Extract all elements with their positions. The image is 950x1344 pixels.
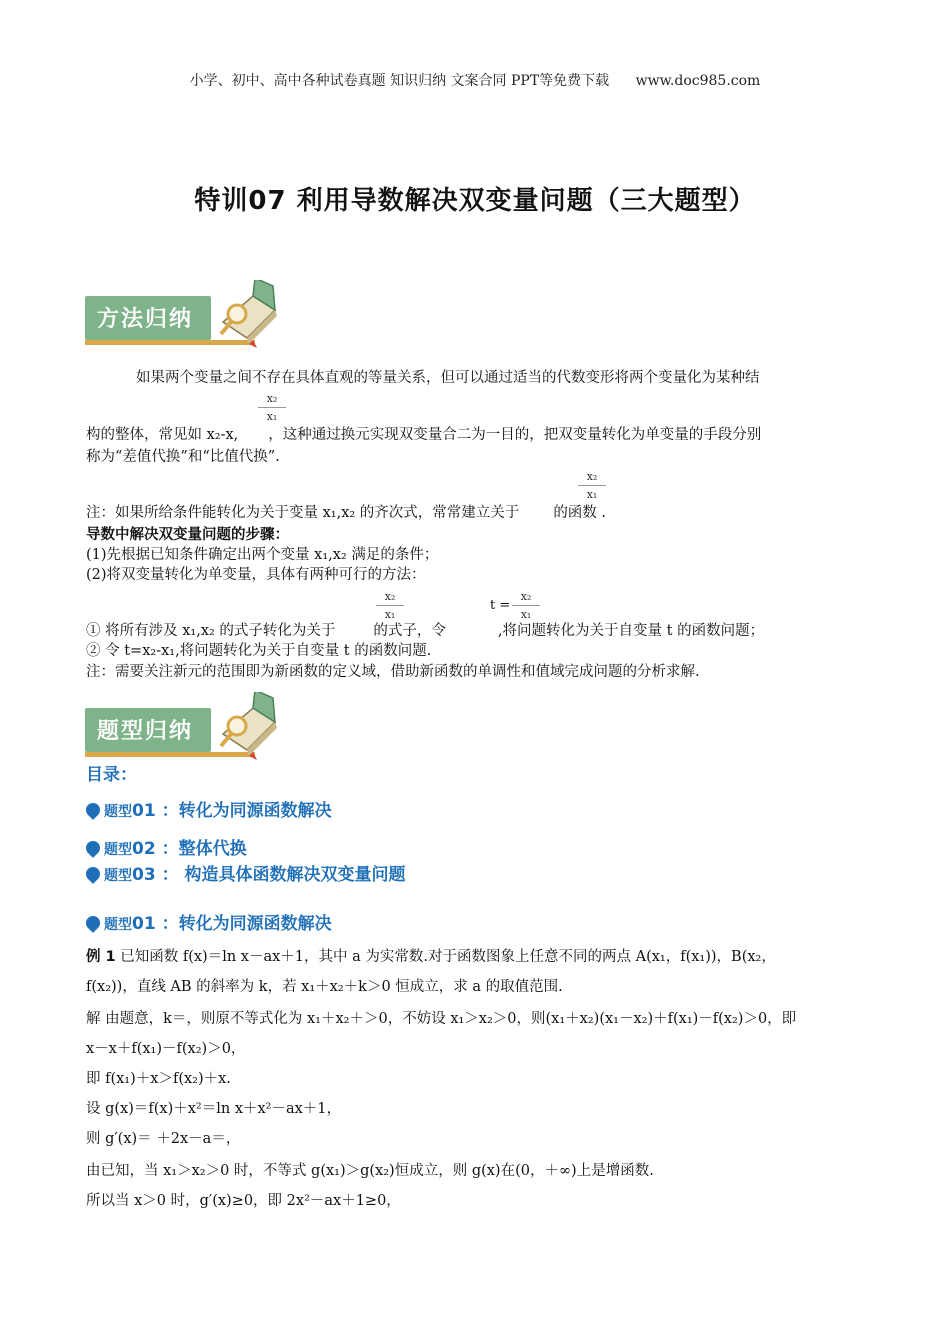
solution-line-3: 即 f(x₁)＋x＞f(x₂)＋x.	[86, 1071, 231, 1087]
method-2: ② 令 t=x₂-x₁,将问题转化为关于自变量 t 的函数问题.	[86, 643, 432, 659]
section-label-types: 题型归纳	[97, 719, 194, 744]
toc-item-03[interactable]: 题型03 ： 构造具体函数解决双变量问题	[86, 860, 406, 885]
method-note-1: 注：如果所给条件能转化为关于变量 x₁,x₂ 的齐次式，常常建立关于 的函数 .	[86, 505, 607, 521]
pin-icon	[83, 800, 103, 820]
page-header	[0, 70, 950, 90]
header-text: 小学、初中、高中各种试卷真题 知识归纳 文案合同 PPT等免费下载	[189, 73, 610, 89]
book-magnifier-icon	[213, 692, 285, 762]
solution-line-1: 解 由题意，k＝，则原不等式化为 x₁＋x₂＋＞0，不妨设 x₁＞x₂＞0，则(x₁＋x₂)(x₁－x₂)＋f(x₁)－f(x₂)＞0，即	[86, 1011, 797, 1027]
pin-icon	[83, 864, 103, 884]
method-paragraph-2: 构的整体，常见如 x₂-x, ，这种通过换元实现双变量合二为一目的，把双变量转化为单变量的手段分别	[86, 427, 762, 443]
steps-title: 导数中解决双变量问题的步骤：	[86, 527, 289, 543]
pin-icon	[83, 838, 103, 858]
section-banner-method	[85, 288, 285, 354]
toc-title: 目录：	[86, 765, 137, 785]
method-paragraph-3: 称为“差值代换”和“比值代换”.	[86, 449, 280, 465]
book-magnifier-icon	[213, 280, 285, 350]
t-equals: t =	[490, 598, 511, 613]
pin-icon	[83, 913, 103, 933]
method-1: ① 将所有涉及 x₁,x₂ 的式子转化为关于 的式子，令 ,将问题转化为关于自变量 t 的函数问题；	[86, 623, 765, 639]
toc-item-02[interactable]: 题型02 ：整体代换	[86, 834, 247, 859]
step-1: (1)先根据已知条件确定出两个变量 x₁,x₂ 满足的条件；	[86, 547, 439, 563]
solution-line-7: 所以当 x＞0 时，g′(x)≥0，即 2x²－ax＋1≥0，	[86, 1193, 401, 1209]
method-text-line: 如果两个变量之间不存在具体直观的等量关系，但可以通过适当的代数变形将两个变量化为某种结	[136, 370, 760, 386]
example-label: 例 1	[86, 949, 116, 965]
method-note-2: 注：需要关注新元的范围即为新函数的定义域，借助新函数的单调性和值域完成问题的分析求解.	[86, 664, 700, 680]
method-paragraph-1	[86, 367, 866, 389]
example-line-1: 例 1 已知函数 f(x)＝ln x－ax＋1，其中 a 为实常数.对于函数图象上任意不同的两点 A(x₁，f(x₁))，B(x₂，	[86, 949, 776, 965]
fraction-x2-x1: $\frac{\text{x₂}}{\text{x₁}}$	[512, 590, 540, 621]
type01-heading: 题型01 ：转化为同源函数解决	[86, 909, 332, 934]
solution-line-5: 则 g′(x)＝ ＋2x－a＝，	[86, 1131, 241, 1147]
fraction-x2-x1: $\frac{\text{x₂}}{\text{x₁}}$	[578, 470, 606, 501]
solution-line-6: 由已知，当 x₁＞x₂＞0 时，不等式 g(x₁)＞g(x₂)恒成立，则 g(x)在(0，＋∞)上是增函数.	[86, 1163, 654, 1179]
step-2: (2)将双变量转化为单变量，具体有两种可行的方法：	[86, 567, 426, 583]
section-label-method: 方法归纳	[97, 307, 194, 332]
page-title: 特训07 利用导数解决双变量问题（三大题型）	[194, 186, 756, 216]
solution-line-2: x－x＋f(x₁)－f(x₂)＞0，	[86, 1041, 246, 1057]
toc-item-01[interactable]: 题型01 ：转化为同源函数解决	[86, 796, 332, 821]
fraction-x2-x1: $\frac{\text{x₂}}{\text{x₁}}$	[258, 392, 286, 423]
solution-line-4: 设 g(x)＝f(x)＋x²＝ln x＋x²－ax＋1，	[86, 1101, 342, 1117]
header-site-link[interactable]: www.doc985.com	[635, 73, 761, 89]
example-line-2: f(x₂))，直线 AB 的斜率为 k，若 x₁＋x₂＋k＞0 恒成立，求 a 的取值范围.	[86, 979, 563, 995]
section-banner-types	[85, 700, 285, 766]
fraction-x2-x1: $\frac{\text{x₂}}{\text{x₁}}$	[376, 590, 404, 621]
